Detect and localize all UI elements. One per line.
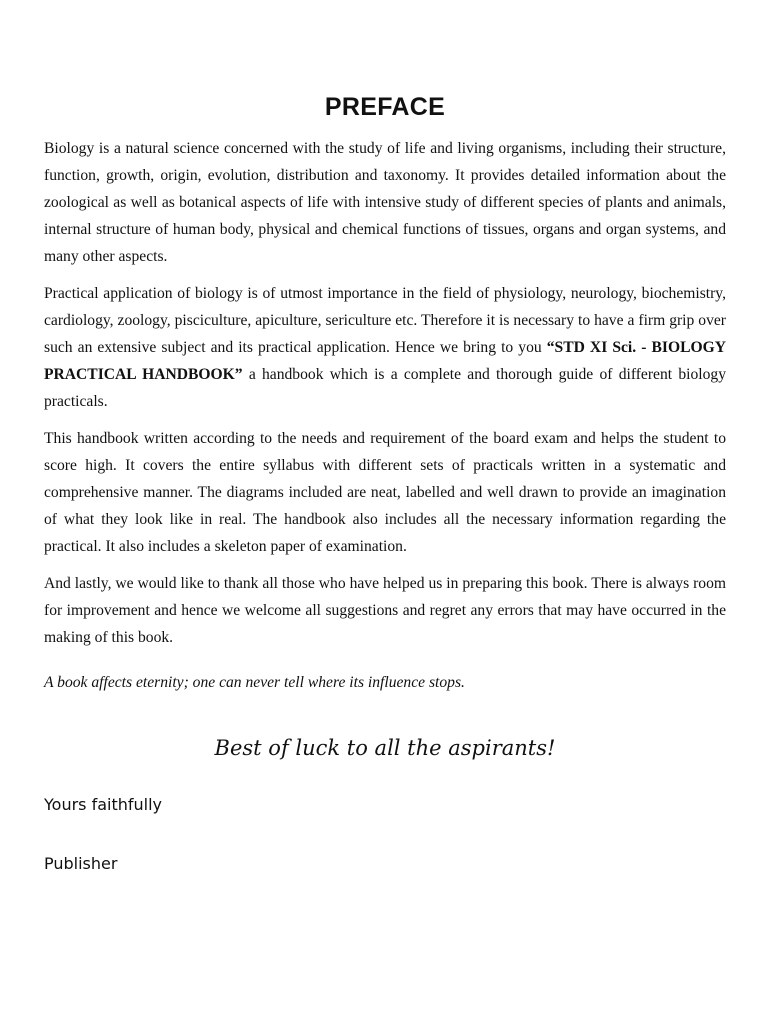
application-text-start: Practical application of biology is of utmost importance in the field of physiology, neurology, biochemistry, cardiology, zoology, pisciculture, apiculture, sericulture etc. Therefore it is necessary to have a firm grip over such an extensive subject and its practical application. Hence we bring to you [44,285,726,356]
application-text-end: a handbook which is a complete and thorough guide of different biology practicals. [44,366,726,410]
thanks-paragraph: And lastly, we would like to thank all those who have helped us in preparing this book. There is always room for improvement and hence we welcome all suggestions and regret any errors that may have occurred in the making of this book. [44,575,726,646]
page-title: PREFACE [324,93,446,121]
intro-paragraph: Biology is a natural science concerned with the study of life and living organisms, including their structure, function, growth, origin, evolution, distribution and taxonomy. It provides detailed information about the zoological as well as botanical aspects of life with intensive study of different species of plants and animals, internal structure of human body, physical and chemical functions of tissues, organs and organ systems, and many other aspects. [44,140,726,265]
application-paragraph [44,280,726,415]
salutation: Yours faithfully [44,795,163,814]
signature: Publisher [44,854,118,873]
book-quote: A book affects eternity; one can never tell where its influence stops. [44,674,465,691]
best-wishes: Best of luck to all the aspirants! [214,736,556,760]
preface-page [44,0,726,1024]
book-title-bold: “STD XI Sci. - BIOLOGY PRACTICAL HANDBOOK” [44,339,726,383]
handbook-paragraph: This handbook written according to the needs and requirement of the board exam and helps the student to score high. It covers the entire syllabus with different sets of practicals written in a systematic and comprehensive manner. The diagrams included are neat, labelled and well drawn to provide an imagination of what they look like in real. The handbook also includes all the necessary information regarding the practical. It also includes a skeleton paper of examination. [44,430,726,555]
